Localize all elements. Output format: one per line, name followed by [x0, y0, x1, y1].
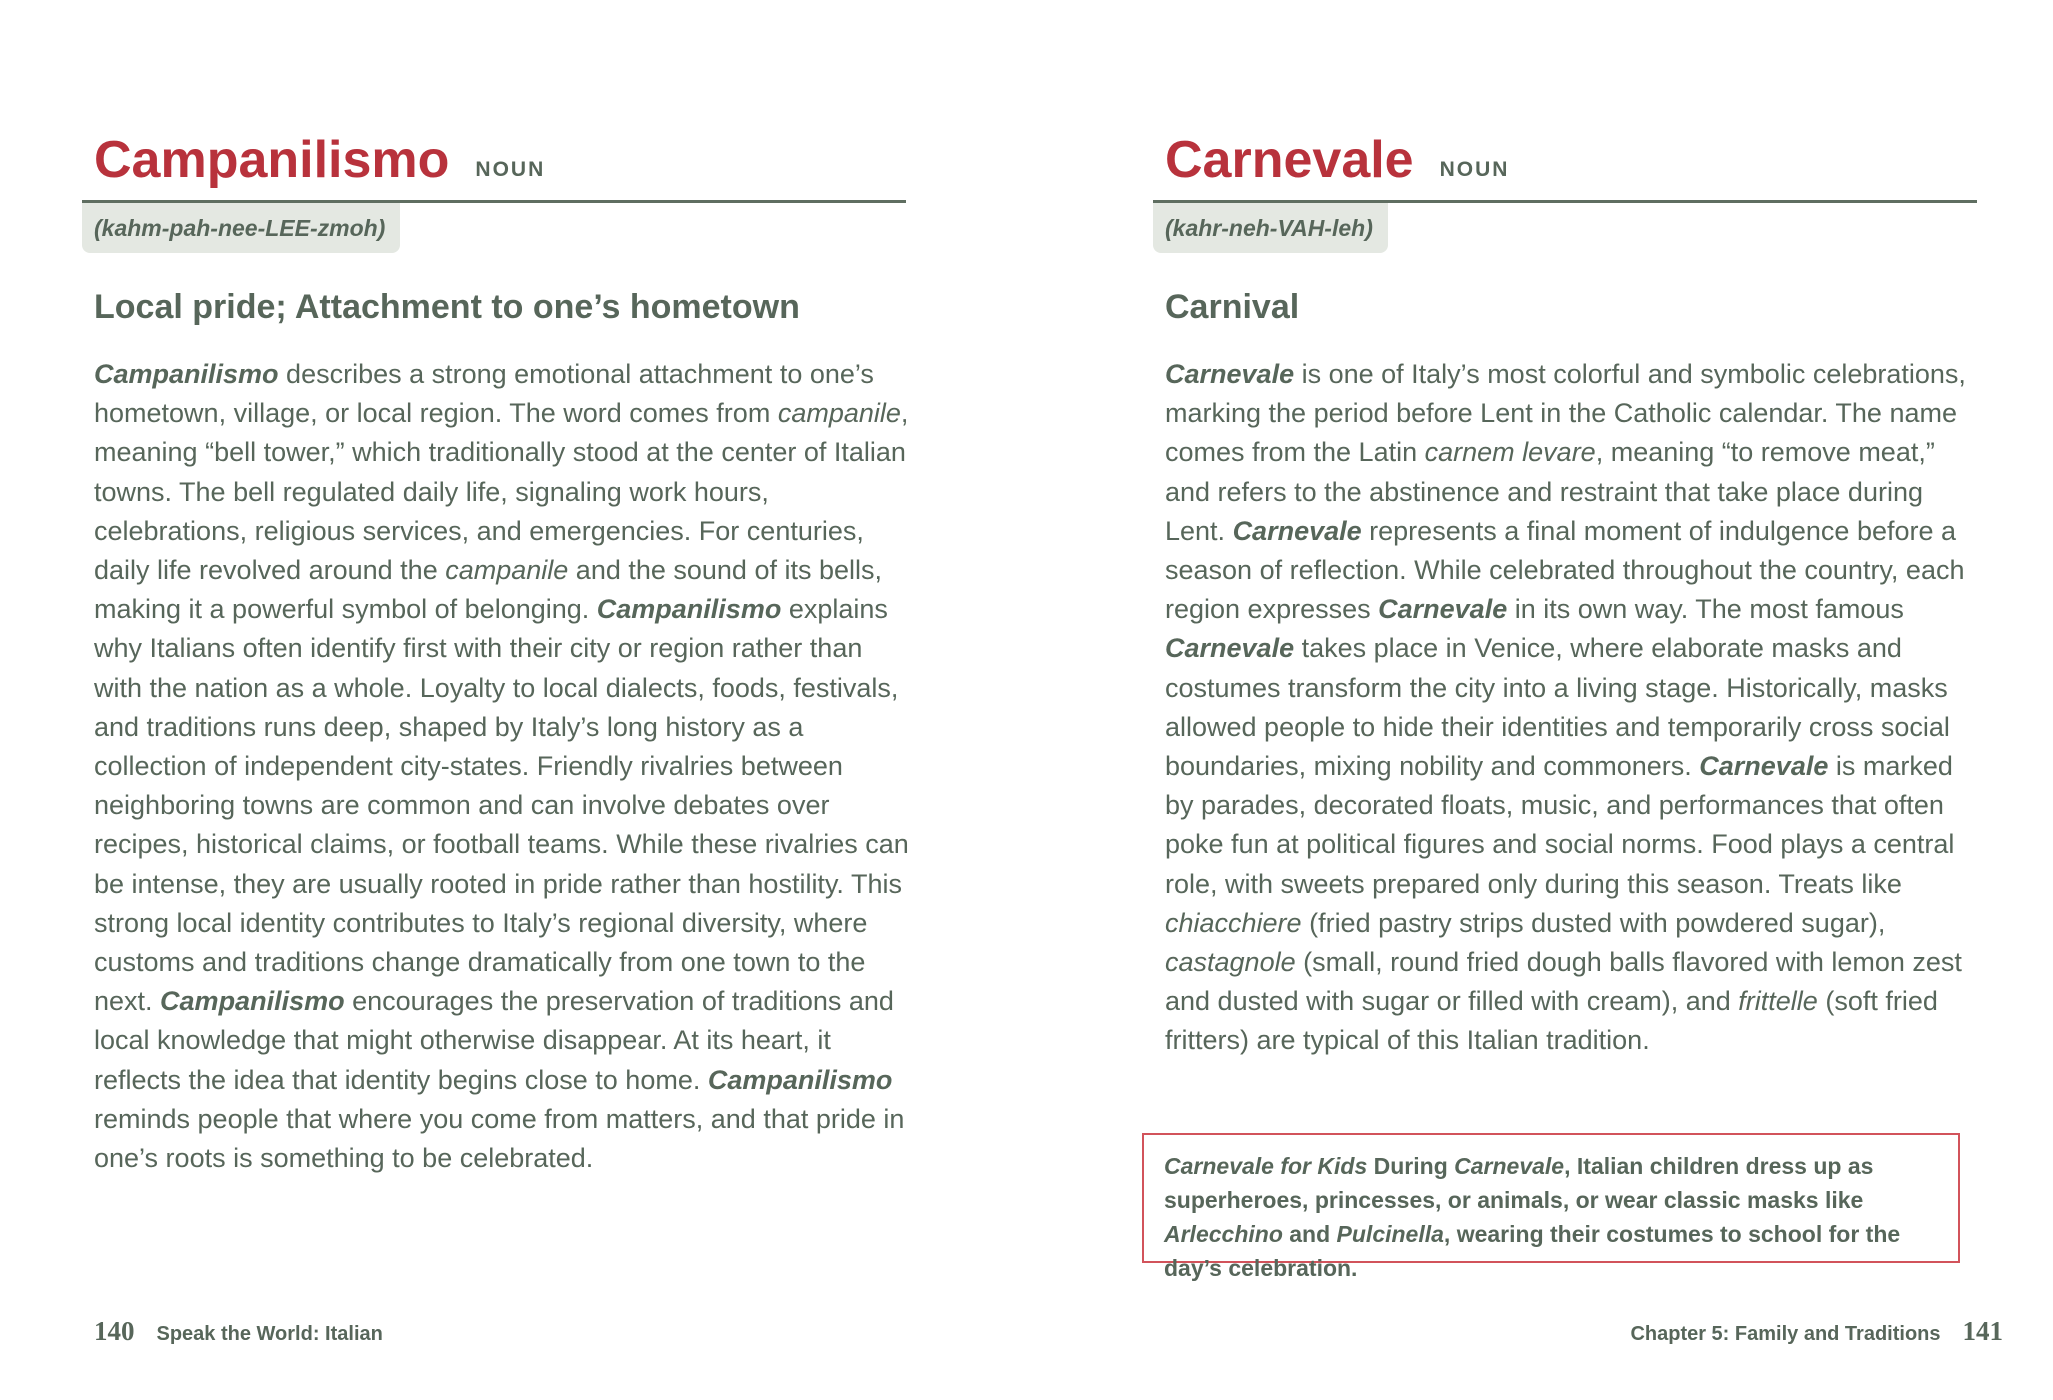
text-run: , Italian children dress up as superheroes, princesses, or animals, or wear classic masks like [1164, 1153, 1874, 1213]
emphasized-term: Carnevale [1165, 633, 1295, 664]
emphasized-term: Campanilismo [160, 986, 345, 1017]
text-run: (fried pastry strips dusted with powdered sugar), [1301, 907, 1886, 938]
emphasized-term: Carnevale [1378, 594, 1508, 625]
text-run: , meaning “to remove meat,” and refers to the abstinence and restraint that take place during Lent. [1165, 437, 1935, 546]
body-text [94, 355, 912, 1178]
italic-term: castagnole [1165, 947, 1296, 978]
text-run: (soft fried fritters) are typical of this Italian tradition. [1165, 986, 1938, 1056]
text-run: takes place in Venice, where elaborate masks and costumes transform the city into a living stage. Historically, masks allowed people to hide their identities and temporarily cross social boundaries, mixing nobility and commoners. [1165, 633, 1950, 782]
text-run: explains why Italians often identify first with their city or region rather than with the nation as a whole. Loyalty to local dialects, foods, festivals, and traditions runs deep, shaped by Italy’s long history as a collection of independent city-states. Friendly rivalries between neighboring towns are common and can involve debates over recipes, historical claims, or football teams. While these rivalries can be intense, they are usually rooted in pride rather than hostility. This strong local identity contributes to Italy’s regional diversity, where customs and traditions change dramatically from one town to the next. [94, 594, 909, 1017]
emphasized-term: Carnevale [1165, 359, 1295, 389]
emphasized-term: Carnevale [1454, 1153, 1565, 1179]
text-run: is one of Italy’s most colorful and symbolic celebrations, marking the period before Lent in the Catholic calendar. The name comes from the Latin [1165, 359, 1966, 468]
body-text [1165, 355, 1983, 1061]
entry-header [82, 128, 906, 203]
italic-term: chiacchiere [1165, 907, 1302, 938]
text-run: , wearing their costumes to school for the day’s celebration. [1164, 1221, 1901, 1281]
part-of-speech: NOUN [1439, 158, 1510, 181]
text-run: reminds people that where you come from matters, and that pride in one’s roots is something to be celebrated. [94, 1103, 905, 1174]
text-run: in its own way. The most famous [1507, 594, 1904, 625]
headword: Campanilismo [94, 131, 450, 189]
pronunciation: (kahm-pah-nee-LEE-zmoh) [82, 203, 400, 253]
page-footer [1630, 1316, 2003, 1347]
page-number: 140 [94, 1316, 135, 1346]
text-run: During [1367, 1153, 1455, 1179]
text-run: and [1282, 1221, 1337, 1247]
left-page [0, 0, 1026, 1400]
italic-term: carnem levare [1424, 437, 1596, 468]
page-footer [94, 1316, 383, 1347]
italic-term: campanile [445, 555, 569, 586]
text-run: represents a final moment of indulgence before a season of reflection. While celebrated throughout the country, each region expresses [1165, 515, 1965, 625]
emphasized-term: Campanilismo [707, 1064, 893, 1095]
definition: Local pride; Attachment to one’s hometown [94, 288, 800, 326]
headword: Carnevale [1165, 131, 1414, 189]
running-head: Speak the World: Italian [156, 1323, 383, 1345]
pronunciation: (kahr-neh-VAH-leh) [1153, 203, 1388, 253]
text-run: describes a strong emotional attachment to one’s hometown, village, or local region. The word comes from [94, 359, 874, 429]
text-run: is marked by parades, decorated floats, music, and performances that often poke fun at political figures and social norms. Food plays a central role, with sweets prepared only during this season. Treats like [1165, 751, 1955, 899]
emphasized-term: Campanilismo [94, 359, 279, 389]
right-page [1027, 0, 2053, 1400]
text-run: encourages the preservation of traditions and local knowledge that might otherwise disappear. At its heart, it reflects the idea that identity begins close to home. [94, 986, 894, 1095]
running-head: Chapter 5: Family and Traditions [1630, 1323, 1941, 1345]
text-run: (small, round fried dough balls flavored with lemon zest and dusted with sugar or filled with cream), and [1165, 947, 1962, 1017]
text-run: , meaning “bell tower,” which traditionally stood at the center of Italian towns. The bell regulated daily life, signaling work hours, celebrations, religious services, and emergencies. For centuries, daily life revolved around the [94, 398, 909, 586]
emphasized-term: Carnevale for Kids [1164, 1153, 1368, 1179]
definition: Carnival [1165, 288, 1300, 326]
emphasized-term: Carnevale [1699, 751, 1829, 782]
emphasized-term: Campanilismo [596, 594, 782, 625]
italic-term: campanile [777, 398, 901, 429]
part-of-speech: NOUN [475, 158, 546, 181]
sidebar-callout [1142, 1133, 1960, 1281]
emphasized-term: Carnevale [1232, 515, 1362, 546]
page-number: 141 [1962, 1316, 2003, 1346]
italic-term: Arlecchino [1164, 1221, 1283, 1247]
text-run: and the sound of its bells, making it a powerful symbol of belonging. [94, 555, 883, 625]
italic-term: Pulcinella [1336, 1221, 1444, 1247]
italic-term: frittelle [1738, 986, 1818, 1017]
entry-header [1153, 128, 1977, 203]
